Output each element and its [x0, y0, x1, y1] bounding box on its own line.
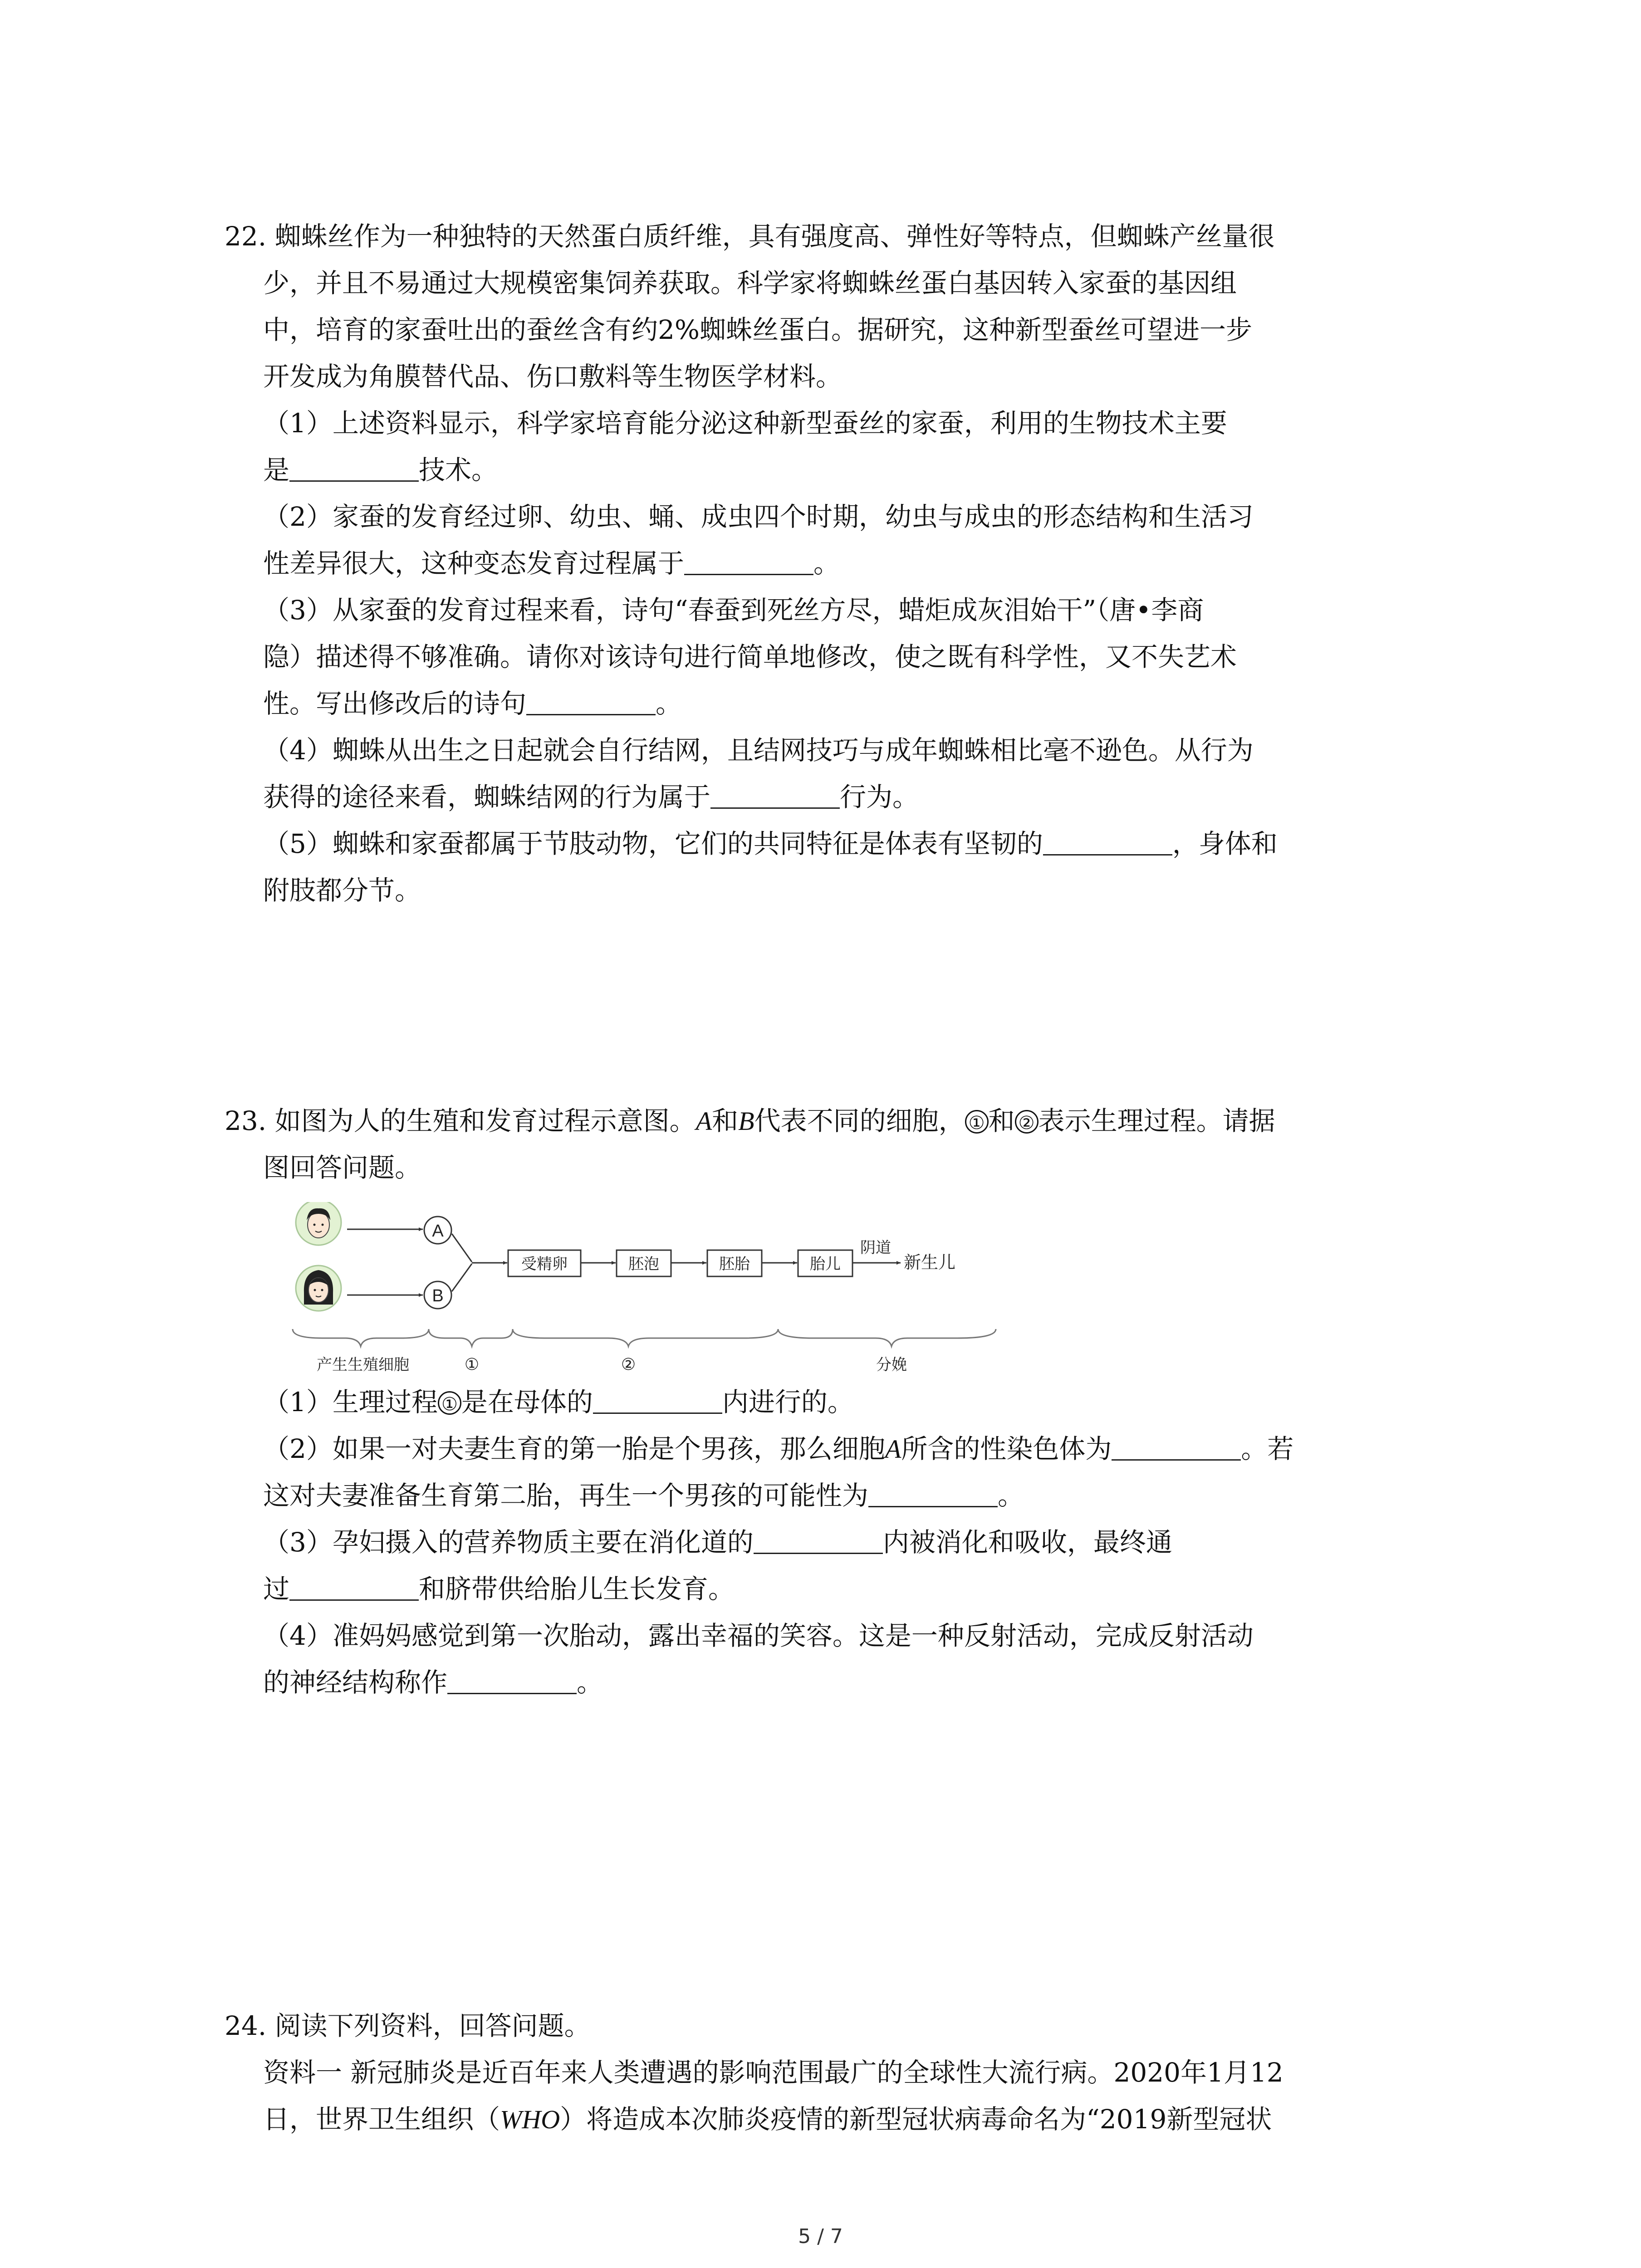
- q23-sub4-text: 的神经结构称作: [263, 1667, 448, 1698]
- q23-sub2-text: 这对夫妻准备生育第二胎，再生一个男孩的可能性为: [263, 1480, 869, 1511]
- q22-sub4-text: 获得的途径来看，蜘蛛结网的行为属于: [263, 782, 711, 812]
- q22-sub3-line: 隐）描述得不够准确。请你对该诗句进行简单地修改，使之既有科学性，又不失艺术: [263, 641, 1237, 672]
- q22-sub3-line: [225, 680, 1450, 727]
- q23-sub3-line: [225, 1519, 1450, 1566]
- q23-sub1-line: [225, 1379, 1450, 1426]
- q23-stem-text: 和: [988, 1105, 1015, 1136]
- box-fetus: [798, 1250, 852, 1276]
- man-icon: [296, 1202, 341, 1245]
- svg-text:A: A: [432, 1222, 444, 1241]
- cell-a: [424, 1217, 451, 1244]
- q23-sub4-text: 。: [577, 1667, 603, 1698]
- q22-sub3-line: （3）从家蚕的发育过程来看，诗句“春蚕到死丝方尽，蜡炬成灰泪始干”（唐•李商: [263, 595, 1204, 626]
- answer-blank[interactable]: [1112, 1433, 1241, 1461]
- cell-a-letter: A: [885, 1434, 901, 1464]
- q23-sub2-text: 所含的性染色体为: [901, 1433, 1112, 1464]
- question-22: [225, 213, 1450, 914]
- q23-sub3-text: 过: [263, 1574, 290, 1604]
- box-blastocyst: [617, 1250, 671, 1276]
- question-23-subquestions: [225, 1379, 1450, 1706]
- q23-stem-text: 代表不同的细胞，: [754, 1105, 965, 1136]
- q23-sub2-text: 。若: [1241, 1433, 1294, 1464]
- box-fertilized-egg: [508, 1250, 581, 1276]
- q23-sub2-text: 。: [998, 1480, 1024, 1511]
- q22-sub4-text: 行为。: [840, 782, 919, 812]
- merge-line: [452, 1264, 472, 1291]
- q23-stem-text: 23. 如图为人的生殖和发育过程示意图。: [225, 1105, 696, 1136]
- answer-blank[interactable]: [593, 1386, 722, 1414]
- q22-stem-line: 中，培育的家蚕吐出的蚕丝含有约2%蜘蛛丝蛋白。据研究，这种新型蚕丝可望进一步: [263, 314, 1253, 345]
- q23-sub3-line: [225, 1566, 1450, 1613]
- q23-sub1-text: （1）生理过程: [263, 1387, 438, 1418]
- q22-stem-line: 22. 蜘蛛丝作为一种独特的天然蛋白质纤维，具有强度高、弹性好等特点，但蜘蛛产丝量很: [225, 221, 1275, 252]
- who-abbr: WHO: [500, 2105, 560, 2134]
- q22-sub1-text: 是: [263, 455, 290, 485]
- q22-sub3-text: 性。写出修改后的诗句: [263, 688, 527, 719]
- q23-sub4-line: [225, 1659, 1450, 1706]
- stage-label: 产生生殖细胞: [317, 1356, 409, 1374]
- answer-blank[interactable]: [447, 1667, 577, 1694]
- answer-blank[interactable]: [754, 1526, 883, 1554]
- cell-b-letter: B: [738, 1106, 754, 1136]
- q22-sub5-text: （5）蜘蛛和家蚕都属于节肢动物，它们的共同特征是体表有坚韧的: [263, 828, 1043, 859]
- q23-sub3-text: （3）孕妇摄入的营养物质主要在消化道的: [263, 1527, 754, 1558]
- stage-brace: [778, 1329, 996, 1346]
- cell-a-letter: A: [696, 1106, 712, 1136]
- q23-sub2-line: [225, 1472, 1450, 1519]
- cell-b: [424, 1281, 451, 1309]
- q22-sub1-text: 技术。: [419, 455, 498, 485]
- stage-label: 分娩: [876, 1356, 907, 1374]
- q24-text: ）将造成本次肺炎疫情的新型冠状病毒命名为“2019新型冠状: [560, 2104, 1272, 2135]
- stage-label: ①: [464, 1355, 480, 1374]
- q23-stem-line: 图回答问题。: [263, 1152, 421, 1183]
- q23-stem-text: 和: [712, 1105, 739, 1136]
- q23-sub3-text: 和脐带供给胎儿生长发育。: [419, 1574, 735, 1604]
- q22-stem-line: 开发成为角膜替代品、伤口敷料等生物医学材料。: [263, 361, 843, 392]
- page-number: 5 / 7: [798, 2225, 843, 2248]
- stage-label: ②: [621, 1355, 636, 1374]
- svg-text:胎儿: 胎儿: [810, 1255, 841, 1273]
- q23-sub1-text: 内进行的。: [722, 1387, 854, 1418]
- process-1-marker: ①: [438, 1391, 461, 1415]
- q24-material-line: [225, 2096, 1450, 2143]
- q22-sub4-line: [225, 774, 1450, 821]
- stage-brace: [293, 1329, 429, 1346]
- q22-sub5-line: 附肢都分节。: [263, 875, 421, 906]
- q24-text: 日，世界卫生组织（: [263, 2104, 500, 2135]
- woman-icon: [296, 1266, 341, 1311]
- q24-material-line: 资料一 新冠肺炎是近百年来人类遭遇的影响范围最广的全球性大流行病。2020年1月12: [263, 2057, 1283, 2088]
- q23-stem-line: [225, 1098, 1450, 1144]
- reproduction-diagram: [290, 1202, 1016, 1388]
- q22-sub2-line: [225, 540, 1450, 587]
- q22-sub2-text: 。: [813, 548, 840, 579]
- answer-blank[interactable]: [1043, 828, 1172, 855]
- answer-blank[interactable]: [526, 688, 656, 715]
- q23-stem-text: 表示生理过程。请据: [1038, 1105, 1275, 1136]
- answer-blank[interactable]: [684, 547, 813, 575]
- svg-text:胚泡: 胚泡: [628, 1255, 659, 1273]
- stage-brace: [513, 1329, 778, 1346]
- process-1-marker: ①: [965, 1110, 989, 1134]
- q23-sub2-line: [225, 1426, 1450, 1472]
- q23-sub4-line: （4）准妈妈感觉到第一次胎动，露出幸福的笑容。这是一种反射活动，完成反射活动: [263, 1620, 1254, 1651]
- arrow-label-vagina: 阴道: [860, 1239, 891, 1257]
- svg-text:受精卵: 受精卵: [521, 1255, 568, 1273]
- answer-blank[interactable]: [289, 1573, 419, 1601]
- q22-sub5-text: ，身体和: [1172, 828, 1278, 859]
- process-2-marker: ②: [1015, 1110, 1038, 1134]
- question-23: [225, 1098, 1450, 1191]
- q22-sub1-line: （1）上述资料显示，科学家培育能分泌这种新型蚕丝的家蚕，利用的生物技术主要: [263, 408, 1227, 439]
- q22-sub2-text: 性差异很大，这种变态发育过程属于: [263, 548, 685, 579]
- q22-sub2-line: （2）家蚕的发育经过卵、幼虫、蛹、成虫四个时期，幼虫与成虫的形态结构和生活习: [263, 501, 1254, 532]
- q23-sub3-text: 内被消化和吸收，最终通: [882, 1527, 1172, 1558]
- q22-sub3-text: 。: [656, 688, 682, 719]
- q22-stem-line: 少，并且不易通过大规模密集饲养获取。科学家将蜘蛛丝蛋白基因转入家蚕的基因组: [263, 268, 1237, 298]
- answer-blank[interactable]: [289, 454, 419, 482]
- answer-blank[interactable]: [710, 781, 840, 809]
- question-24: [225, 2003, 1450, 2143]
- q23-sub2-text: （2）如果一对夫妻生育的第一胎是个男孩，那么细胞: [263, 1433, 885, 1464]
- merge-line: [452, 1234, 472, 1262]
- q22-sub4-line: （4）蜘蛛从出生之日起就会自行结网，且结网技巧与成年蜘蛛相比毫不逊色。从行为: [263, 735, 1254, 766]
- q24-stem-line: 24. 阅读下列资料，回答问题。: [225, 2010, 591, 2041]
- q22-sub1-line: [225, 447, 1450, 494]
- box-embryo: [707, 1250, 762, 1276]
- q22-sub5-line: [225, 821, 1450, 867]
- q23-sub1-text: 是在母体的: [461, 1387, 593, 1418]
- stage-brace: [429, 1329, 513, 1346]
- svg-text:胚胎: 胚胎: [719, 1255, 750, 1273]
- newborn-label: 新生儿: [904, 1252, 956, 1272]
- answer-blank[interactable]: [868, 1480, 998, 1507]
- svg-text:B: B: [432, 1286, 444, 1305]
